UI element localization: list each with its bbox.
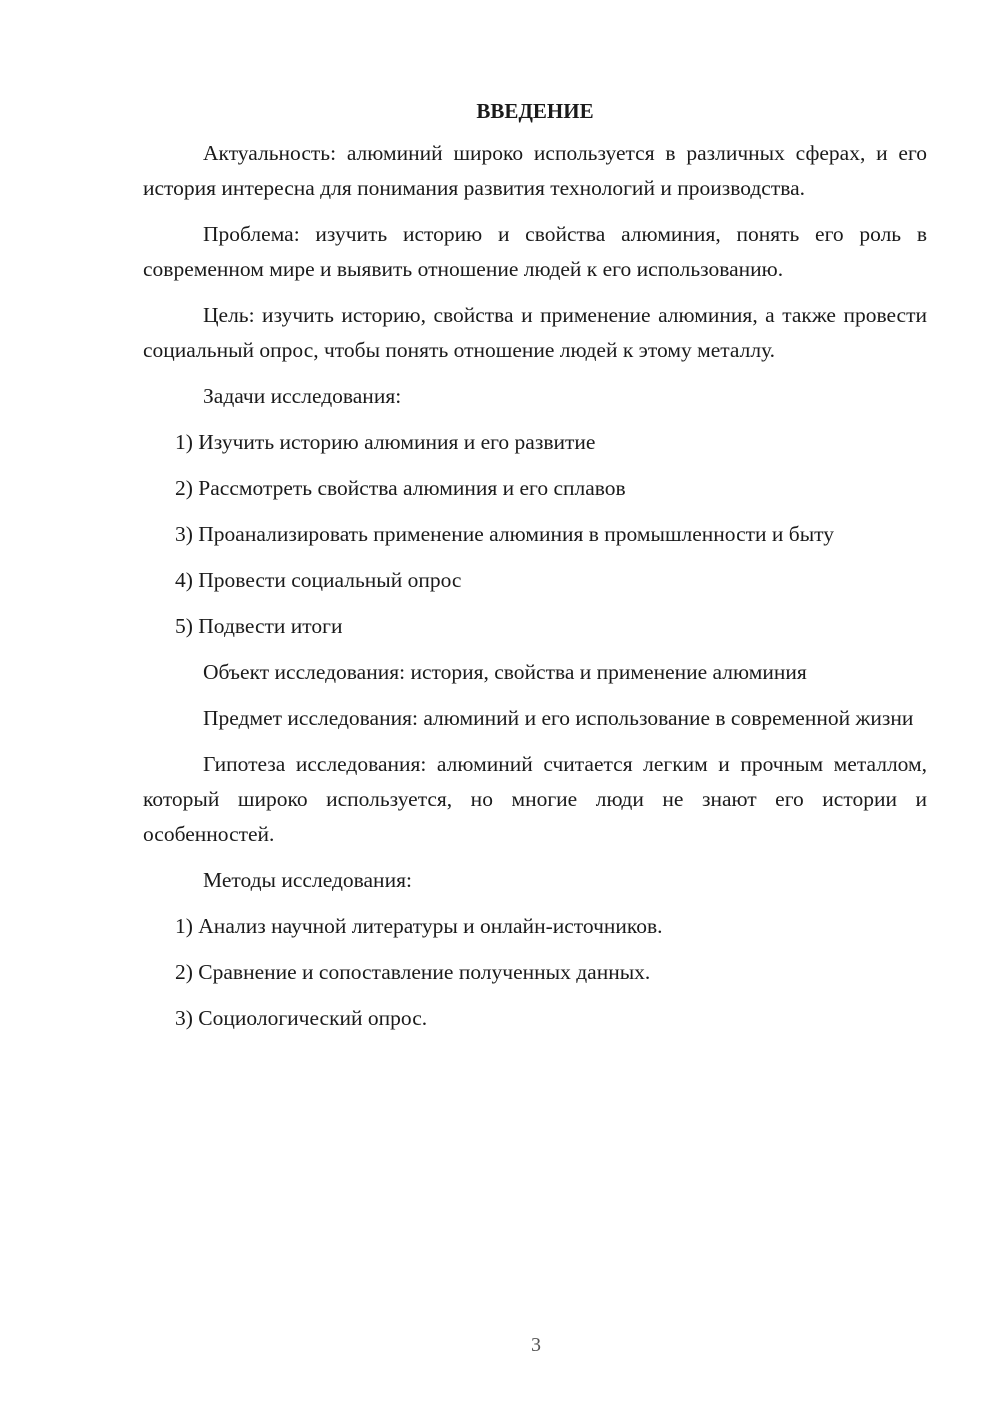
page-content: [143, 96, 927, 1047]
hypothesis-paragraph: Гипотеза исследования: алюминий считается легким и прочным металлом, который широко используется, но многие люди не знают его истории и особенностей.: [143, 752, 927, 846]
goal-paragraph: Цель: изучить историю, свойства и применение алюминия, а также провести социальный опрос, чтобы понять отношение людей к этому металлу.: [143, 303, 927, 362]
task-item: 5) Подвести итоги: [175, 614, 343, 638]
task-item: 3) Проанализировать применение алюминия в промышленности и быту: [175, 522, 835, 546]
task-item: 2) Рассмотреть свойства алюминия и его сплавов: [175, 476, 626, 500]
section-heading: ВВЕДЕНИЕ: [476, 99, 594, 123]
relevance-paragraph: Актуальность: алюминий широко используется в различных сферах, и его история интересна для понимания развития технологий и производства.: [143, 141, 927, 200]
tasks-title: Задачи исследования:: [203, 384, 402, 408]
method-item: 2) Сравнение и сопоставление полученных данных.: [175, 960, 651, 984]
problem-paragraph: Проблема: изучить историю и свойства алюминия, понять его роль в современном мире и выявить отношение людей к его использованию.: [143, 222, 927, 281]
methods-title: Методы исследования:: [203, 868, 412, 892]
task-item: 4) Провести социальный опрос: [175, 568, 462, 592]
subject-paragraph: Предмет исследования: алюминий и его использование в современной жизни: [203, 706, 914, 730]
task-item: 1) Изучить историю алюминия и его развитие: [175, 430, 596, 454]
method-item: 3) Социологический опрос.: [175, 1006, 428, 1030]
object-paragraph: Объект исследования: история, свойства и применение алюминия: [203, 660, 807, 684]
page-number: 3: [531, 1334, 541, 1356]
method-item: 1) Анализ научной литературы и онлайн-источников.: [175, 914, 663, 938]
